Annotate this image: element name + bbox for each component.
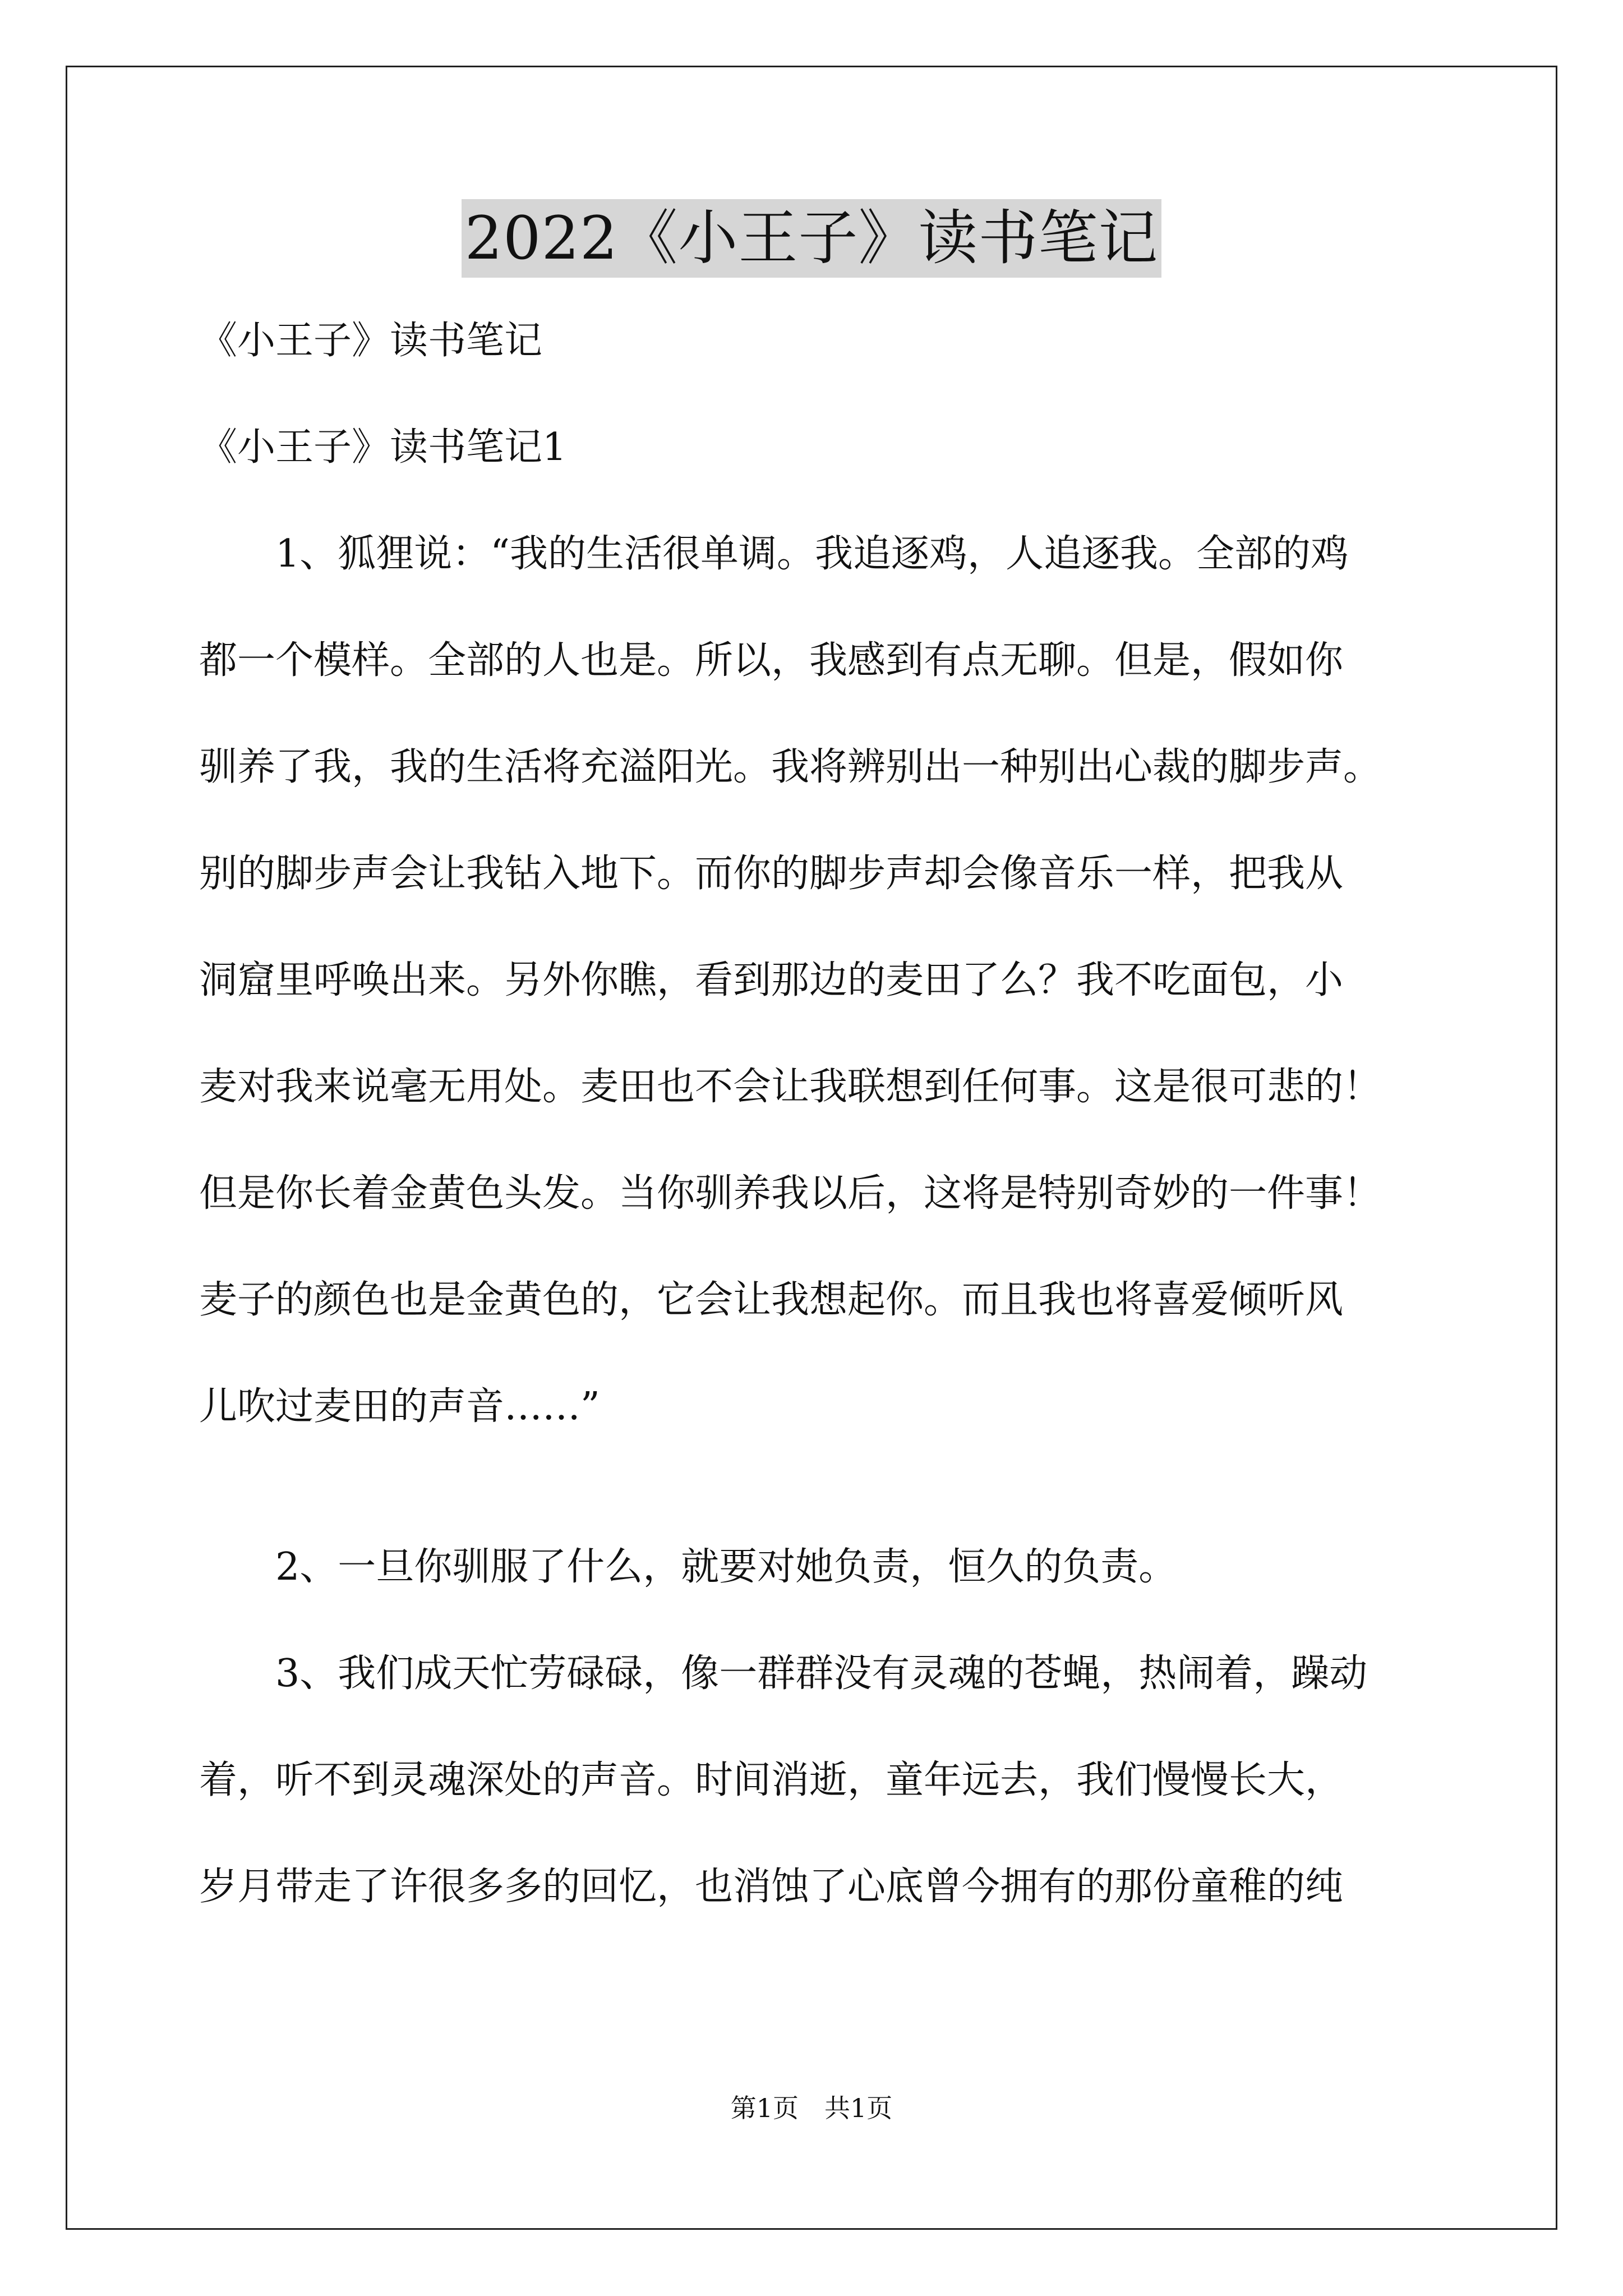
text-line: 都一个模样。全部的人也是。所以，我感到有点无聊。但是，假如你 xyxy=(199,638,1344,683)
text-line: 洞窟里呼唤出来。另外你瞧，看到那边的麦田了么？我不吃面包，小 xyxy=(199,958,1344,1002)
subtitle: 《小王子》读书笔记 xyxy=(199,319,543,363)
text-line: 1、狐狸说：“我的生活很单调。我追逐鸡，人追逐我。全部的鸡 xyxy=(275,532,1349,576)
text-line: 3、我们成天忙劳碌碌，像一群群没有灵魂的苍蝇，热闹着，躁动 xyxy=(275,1651,1368,1696)
page-number: 第1页 xyxy=(730,2093,799,2123)
section-heading: 《小王子》读书笔记1 xyxy=(199,425,567,470)
text-line: 驯养了我，我的生活将充溢阳光。我将辨别出一种别出心裁的脚步声。 xyxy=(199,745,1382,789)
text-line: 2、一旦你驯服了什么，就要对她负责，恒久的负责。 xyxy=(275,1545,1177,1589)
text-line: 麦对我来说毫无用处。麦田也不会让我联想到任何事。这是很可悲的！ xyxy=(199,1065,1382,1109)
text-line: 着，听不到灵魂深处的声音。时间消逝，童年远去，我们慢慢长大， xyxy=(199,1758,1344,1802)
title-container xyxy=(0,199,1623,278)
text-line: 但是你长着金黄色头发。当你驯养我以后，这将是特别奇妙的一件事！ xyxy=(199,1171,1382,1216)
text-line: 麦子的颜色也是金黄色的，它会让我想起你。而且我也将喜爱倾听风 xyxy=(199,1278,1344,1322)
paragraph-1 xyxy=(199,527,1433,1434)
paragraph-3 xyxy=(199,1647,1433,1914)
text-line: 岁月带走了许很多多的回忆，也消蚀了心底曾今拥有的那份童稚的纯 xyxy=(199,1865,1344,1909)
document-body xyxy=(199,314,1433,1967)
paragraph-2 xyxy=(199,1540,1433,1594)
blank-line xyxy=(199,1487,1433,1540)
text-line: 别的脚步声会让我钻入地下。而你的脚步声却会像音乐一样，把我从 xyxy=(199,852,1344,896)
text-line: 儿吹过麦田的声音……” xyxy=(199,1384,600,1429)
page-footer xyxy=(0,2091,1623,2125)
document-title: 2022《小王子》读书笔记 xyxy=(462,199,1162,278)
page-total: 共1页 xyxy=(824,2093,893,2123)
